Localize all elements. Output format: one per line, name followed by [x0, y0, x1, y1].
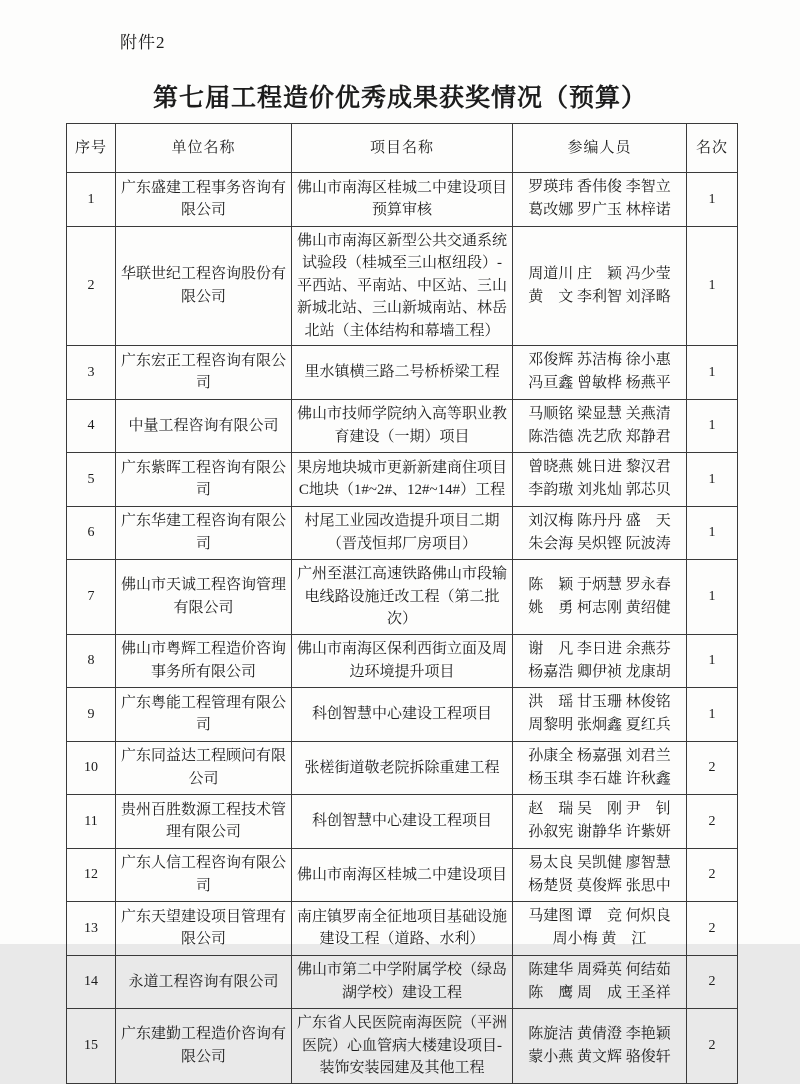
- project-name: 南庄镇罗南全征地项目基础设施建设工程（道路、水利）: [292, 902, 513, 956]
- participants: [513, 741, 687, 795]
- rank: 1: [687, 688, 738, 742]
- rank: 2: [687, 902, 738, 956]
- participants-line2: 黄 文 李利智 刘泽略: [528, 288, 671, 305]
- participants-line1: 赵 瑞 吴 刚 尹 钊: [528, 801, 671, 817]
- participants-line1: 周道川 庄 颖 冯少莹: [528, 265, 671, 282]
- rank: 2: [687, 848, 738, 902]
- table-row: [67, 902, 738, 956]
- column-header-index: 序号: [67, 124, 116, 173]
- participants: [513, 560, 687, 635]
- participants-line2: 孙叙宪 谢静华 许紫妍: [528, 824, 671, 841]
- table-row: [67, 955, 738, 1009]
- participants-line1: 罗瑛玮 香伟俊 李智立: [528, 179, 671, 195]
- table-row: [67, 453, 738, 507]
- table-row: [67, 506, 738, 560]
- unit-name: 贵州百胜数源工程技术管理有限公司: [116, 795, 292, 849]
- participants-line1: 邓俊辉 苏洁梅 徐小惠: [528, 352, 671, 368]
- participants-line1: 陈 颖 于炳慧 罗永春: [528, 576, 671, 593]
- project-name: 佛山市南海区新型公共交通系统试验段（桂城至三山枢纽段）-平西站、平南站、中区站、三山新城北站、三山新城南站、林岳北站（主体结构和幕墙工程）: [292, 226, 513, 346]
- table-row: [67, 848, 738, 902]
- participants-line2: 姚 勇 柯志刚 黄绍健: [528, 599, 671, 616]
- table-row: [67, 560, 738, 635]
- rank: 2: [687, 795, 738, 849]
- project-name: 广东省人民医院南海医院（平洲医院）心血管病大楼建设项目-装饰安装园建及其他工程: [292, 1009, 513, 1084]
- row-index: 2: [67, 226, 116, 346]
- column-header-unit: 单位名称: [116, 124, 292, 173]
- row-index: 12: [67, 848, 116, 902]
- unit-name: 广东同益达工程顾问有限公司: [116, 741, 292, 795]
- unit-name: 广东人信工程咨询有限公司: [116, 848, 292, 902]
- project-name: 果房地块城市更新新建商住项目C地块（1#~2#、12#~14#）工程: [292, 453, 513, 507]
- rank: 1: [687, 634, 738, 688]
- project-name: 佛山市南海区桂城二中建设项目预算审核: [292, 173, 513, 227]
- participants: [513, 173, 687, 227]
- participants-line2: 李韵璈 刘兆灿 郭芯贝: [528, 482, 671, 499]
- participants: [513, 399, 687, 453]
- participants: [513, 902, 687, 956]
- participants-line2: 朱会海 吴炽铿 阮波涛: [528, 535, 671, 552]
- project-name: 张槎街道敬老院拆除重建工程: [292, 741, 513, 795]
- row-index: 1: [67, 173, 116, 227]
- unit-name: 佛山市粤辉工程造价咨询事务所有限公司: [116, 634, 292, 688]
- participants-line2: 陈 鹰 周 成 王圣祥: [528, 984, 671, 1001]
- project-name: 科创智慧中心建设工程项目: [292, 688, 513, 742]
- participants: [513, 346, 687, 400]
- rank: 1: [687, 226, 738, 346]
- participants-line2: 杨嘉浩 卿伊祯 龙康胡: [528, 663, 671, 680]
- participants-line1: 易太良 吴凯健 廖智慧: [528, 854, 671, 871]
- rank: 1: [687, 506, 738, 560]
- table-row: [67, 634, 738, 688]
- participants: [513, 688, 687, 742]
- participants-line1: 洪 瑶 甘玉珊 林俊铭: [528, 694, 671, 710]
- participants-line2: 蒙小燕 黄文辉 骆俊轩: [528, 1048, 671, 1065]
- participants-line1: 曾晓燕 姚日进 黎汉君: [528, 459, 671, 475]
- unit-name: 广东粤能工程管理有限公司: [116, 688, 292, 742]
- row-index: 7: [67, 560, 116, 635]
- row-index: 11: [67, 795, 116, 849]
- project-name: 里水镇横三路二号桥桥梁工程: [292, 346, 513, 400]
- participants-line2: 周小梅 黄 江: [552, 931, 647, 948]
- unit-name: 广东华建工程咨询有限公司: [116, 506, 292, 560]
- table-row: [67, 173, 738, 227]
- unit-name: 华联世纪工程咨询股份有限公司: [116, 226, 292, 346]
- table-row: [67, 226, 738, 346]
- participants: [513, 795, 687, 849]
- unit-name: 广东盛建工程事务咨询有限公司: [116, 173, 292, 227]
- awards-table: [66, 123, 738, 1084]
- participants: [513, 848, 687, 902]
- table-row: [67, 741, 738, 795]
- attachment-label: 附件2: [120, 33, 166, 52]
- participants-line2: 杨玉琪 李石雄 许秋鑫: [528, 770, 671, 787]
- participants-line2: 葛改娜 罗广玉 林梓诺: [528, 202, 671, 219]
- unit-name: 广东宏正工程咨询有限公司: [116, 346, 292, 400]
- column-header-project: 项目名称: [292, 124, 513, 173]
- rank: 1: [687, 453, 738, 507]
- row-index: 15: [67, 1009, 116, 1084]
- rank: 1: [687, 346, 738, 400]
- participants-line1: 孙康全 杨嘉强 刘君兰: [528, 747, 671, 764]
- participants-line1: 陈建华 周舜英 何结茹: [528, 961, 671, 978]
- participants-line2: 周黎明 张炯鑫 夏红兵: [528, 717, 671, 734]
- column-header-rank: 名次: [687, 124, 738, 173]
- participants-line1: 刘汉梅 陈丹丹 盛 天: [528, 512, 671, 529]
- rank: 1: [687, 399, 738, 453]
- row-index: 8: [67, 634, 116, 688]
- unit-name: 广东建勤工程造价咨询有限公司: [116, 1009, 292, 1084]
- participants-line2: 冯亘鑫 曾敏桦 杨燕平: [528, 375, 671, 392]
- participants: [513, 226, 687, 346]
- participants: [513, 634, 687, 688]
- participants-line2: 杨楚贤 莫俊辉 张思中: [528, 877, 671, 894]
- participants-line1: 陈旋洁 黄倩澄 李艳颖: [528, 1025, 671, 1042]
- unit-name: 广东紫晖工程咨询有限公司: [116, 453, 292, 507]
- row-index: 5: [67, 453, 116, 507]
- rank: 2: [687, 741, 738, 795]
- project-name: 佛山市第二中学附属学校（绿岛湖学校）建设工程: [292, 955, 513, 1009]
- table-row: [67, 399, 738, 453]
- project-name: 佛山市技师学院纳入高等职业教育建设（一期）项目: [292, 399, 513, 453]
- participants-line1: 谢 凡 李日进 余燕芬: [528, 640, 671, 657]
- project-name: 科创智慧中心建设工程项目: [292, 795, 513, 849]
- unit-name: 佛山市天诚工程咨询管理有限公司: [116, 560, 292, 635]
- row-index: 9: [67, 688, 116, 742]
- row-index: 14: [67, 955, 116, 1009]
- participants-line2: 陈浩德 冼艺欣 郑静君: [528, 428, 671, 445]
- rank: 2: [687, 1009, 738, 1084]
- participants: [513, 1009, 687, 1084]
- unit-name: 永道工程咨询有限公司: [116, 955, 292, 1009]
- row-index: 3: [67, 346, 116, 400]
- project-name: 佛山市南海区保利西街立面及周边环境提升项目: [292, 634, 513, 688]
- table-row: [67, 1009, 738, 1084]
- row-index: 6: [67, 506, 116, 560]
- table-header-row: [67, 124, 738, 173]
- table-body: [67, 173, 738, 1084]
- column-header-people: 参编人员: [513, 124, 687, 173]
- participants-line1: 马建图 谭 竞 何炽良: [528, 908, 671, 924]
- participants-line1: 马顺铭 梁显慧 关燕清: [528, 405, 671, 422]
- participants: [513, 955, 687, 1009]
- unit-name: 中量工程咨询有限公司: [116, 399, 292, 453]
- row-index: 10: [67, 741, 116, 795]
- rank: 1: [687, 560, 738, 635]
- project-name: 佛山市南海区桂城二中建设项目: [292, 848, 513, 902]
- rank: 1: [687, 173, 738, 227]
- row-index: 13: [67, 902, 116, 956]
- project-name: 广州至湛江高速铁路佛山市段输电线路设施迁改工程（第二批次）: [292, 560, 513, 635]
- page-title: 第七届工程造价优秀成果获奖情况（预算）: [152, 85, 647, 112]
- rank: 2: [687, 955, 738, 1009]
- row-index: 4: [67, 399, 116, 453]
- project-name: 村尾工业园改造提升项目二期（晋茂恒邦厂房项目）: [292, 506, 513, 560]
- table-row: [67, 795, 738, 849]
- participants: [513, 453, 687, 507]
- table-row: [67, 346, 738, 400]
- table-row: [67, 688, 738, 742]
- unit-name: 广东天望建设项目管理有限公司: [116, 902, 292, 956]
- participants: [513, 506, 687, 560]
